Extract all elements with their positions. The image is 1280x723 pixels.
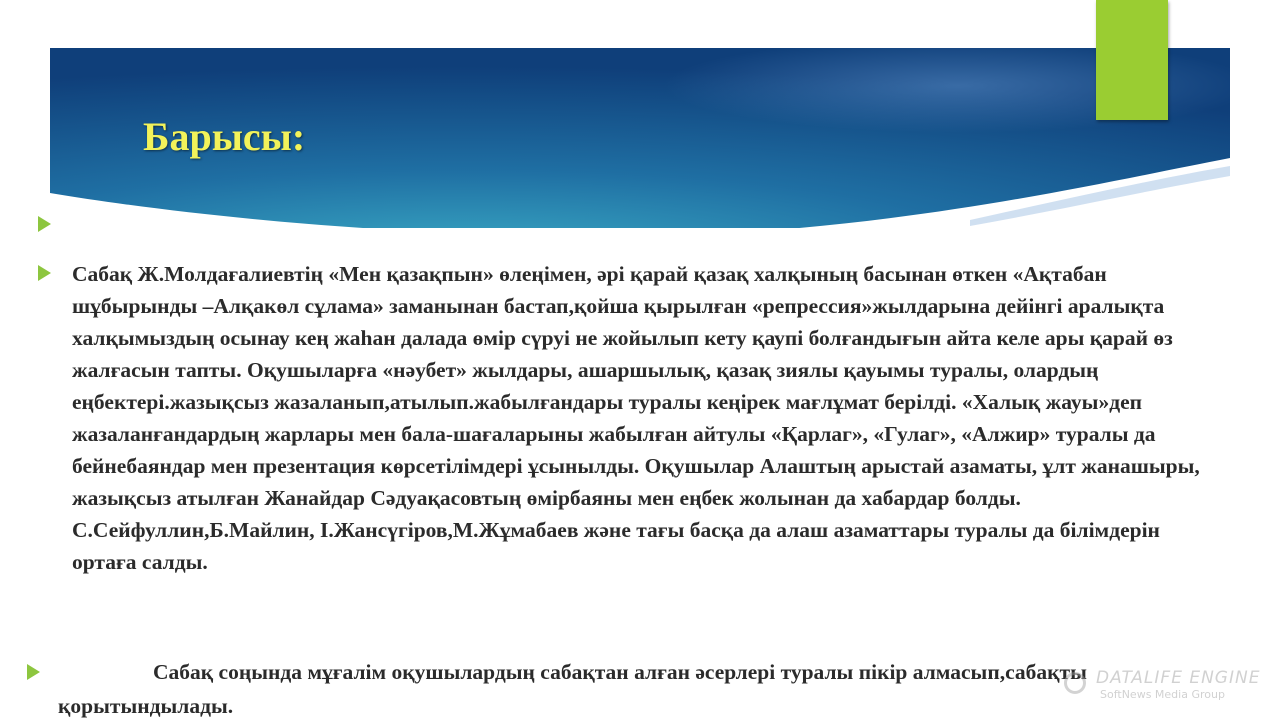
closing-paragraph: Сабақ соңында мұғалім оқушылардың сабақтан алған әсерлері туралы пікір алмасып,сабақты қорытындылады. (58, 660, 1087, 718)
bullet-paragraph-icon (38, 265, 51, 281)
watermark-logo-icon (1064, 672, 1086, 694)
watermark-subtitle: SoftNews Media Group (1100, 688, 1225, 701)
accent-bar (1096, 0, 1168, 120)
main-paragraph: Сабақ Ж.Молдағалиевтің «Мен қазақпын» өлеңімен, әрі қарай қазақ халқының басынан өткен «Ақтабан шұбырынды –Алқакөл сұлама» заманынан бастап,қойша қырылған «репрессия»жылдарына дейінгі аралықта халқымыздың осынау кең жаһан далада өмір сүруі не жойылып кету қаупі болғандығын айта келе ары қарай өз жалғасын тапты. Оқушыларға «нәубет» жылдары, ашаршылық, қазақ зиялы қауымы туралы, олардың еңбектері.жазықсыз жазаланып,атылып.жабылғандары туралы кеңірек мағлұмат берілді. «Халық жауы»деп жазаланғандардың жарлары мен бала-шағаларыны жабылған айтулы «Қарлаг», «Гулаг», «Алжир» туралы да бейнебаяндар мен презентация көрсетілімдері ұсынылды. Оқушылар Алаштың арыстай азаматы, ұлт жанашыры, жазықсыз атылған Жанайдар Сәдуақасовтың өмірбаяны мен еңбек жолынан да хабардар болды. С.Сейфуллин,Б.Майлин, І.Жансүгіров,М.Жұмабаев және тағы басқа да алаш азаматтары туралы да білімдерін ортаға салды. (72, 262, 1200, 574)
bullet-empty-icon (38, 216, 51, 232)
watermark (1064, 668, 1274, 708)
bullet-closing-icon (27, 664, 40, 680)
watermark-name: DATALIFE ENGINE (1096, 668, 1261, 688)
slide-title: Барысы: (143, 114, 306, 159)
